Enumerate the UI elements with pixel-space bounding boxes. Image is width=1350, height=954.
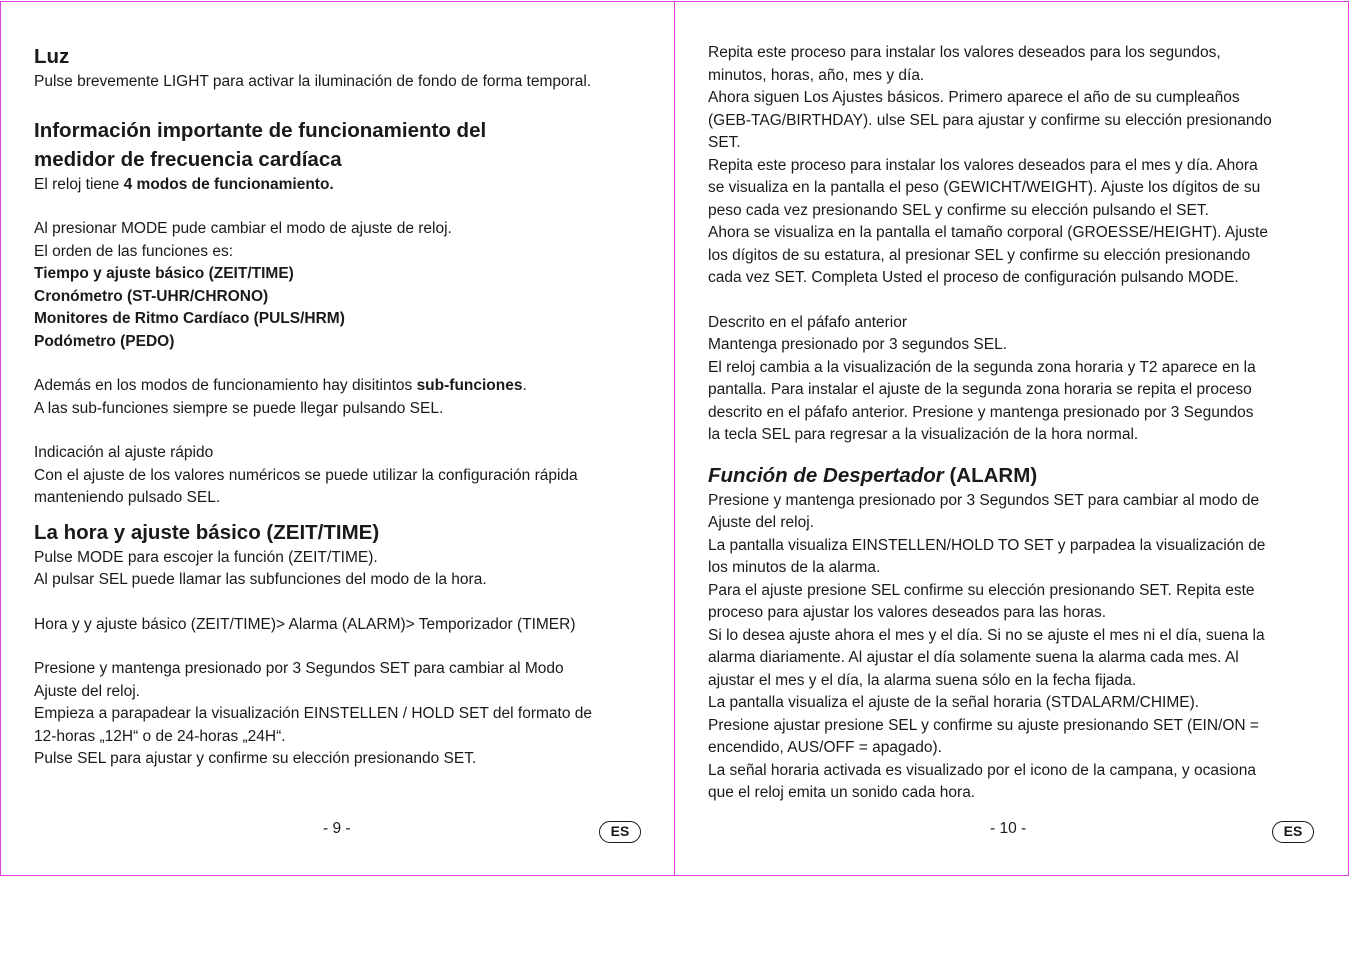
zone-line: la tecla SEL para regresar a la visualización de la hora normal.	[708, 426, 1139, 443]
setup-line: (GEB-TAG/BIRTHDAY). ulse SEL para ajustar y confirme su elección presionando	[708, 111, 1272, 129]
mode-press-text: Al presionar MODE pude cambiar el modo de ajuste de reloj.	[34, 220, 452, 237]
alarm-heading-rest: (ALARM)	[943, 463, 1038, 487]
zone-line: Mantenga presionado por 3 segundos SEL.	[708, 336, 1008, 353]
modes-sentence	[34, 174, 642, 197]
alarm-line: encendido, AUS/OFF = apagado).	[708, 739, 942, 756]
alarm-line: La pantalla visualiza EINSTELLEN/HOLD TO SET y parpadea la visualización de	[708, 536, 1266, 554]
described-title: Descrito en el páfafo anterior	[708, 313, 908, 331]
alarm-line: Presione ajustar presione SEL y confirme su ajuste presionando SET (EIN/ON =	[708, 716, 1259, 734]
luz-heading: Luz	[34, 45, 70, 68]
function-item: Podómetro (PEDO)	[34, 332, 175, 350]
quick-setting-text: Con el ajuste de los valores numéricos se puede utilizar la configuración rápida	[34, 466, 578, 484]
setup-line: Repita este proceso para instalar los valores deseados para los segundos,	[708, 44, 1221, 61]
left-page-content	[34, 42, 642, 771]
time-text: Al pulsar SEL puede llamar las subfunciones del modo de la hora.	[34, 571, 487, 588]
sub-suffix: .	[522, 377, 527, 394]
setup-line: peso cada vez presionando SEL y confirme su elección pulsando el SET.	[708, 201, 1209, 219]
alarm-line: La señal horaria activada es visualizado por el icono de la campana, y ocasiona	[708, 761, 1257, 779]
function-chain: Hora y y ajuste básico (ZEIT/TIME)> Alarma (ALARM)> Temporizador (TIMER)	[34, 615, 576, 633]
alarm-line: Para el ajuste presione SEL confirme su elección presionando SET. Repita este	[708, 581, 1255, 599]
setup-line: Ahora se visualiza en la pantalla el tamaño corporal (GROESSE/HEIGHT). Ajuste	[708, 224, 1268, 241]
alarm-line: Ajuste del reloj.	[708, 514, 814, 531]
sel-confirm-text: Pulse SEL para ajustar y confirme su elección presionando SET.	[34, 750, 477, 767]
alarm-line: los minutos de la alarma.	[708, 559, 881, 576]
setup-line: los dígitos de su estatura, al presionar SEL y confirme su elección presionando	[708, 246, 1251, 264]
right-page-content	[708, 42, 1316, 805]
function-item: Monitores de Ritmo Cardíaco (PULS/HRM)	[34, 310, 345, 327]
setup-line: cada vez SET. Completa Usted el proceso de configuración pulsando MODE.	[708, 269, 1239, 286]
time-text: Pulse MODE para escojer la función (ZEIT/TIME).	[34, 548, 378, 566]
right-page	[674, 1, 1349, 876]
alarm-heading-italic: Función de Despertador	[708, 463, 944, 487]
function-item: Cronómetro (ST-UHR/CHRONO)	[34, 287, 269, 305]
blink-text: Empieza a parapadear la visualización EINSTELLEN / HOLD SET del formato de	[34, 705, 592, 722]
alarm-line: ajustar el mes y el día, la alarma suena sólo en la fecha fijada.	[708, 671, 1137, 689]
setup-line: minutos, horas, año, mes y día.	[708, 66, 925, 84]
left-page	[0, 1, 675, 876]
setup-line: Ahora siguen Los Ajustes básicos. Primero aparece el año de su cumpleaños	[708, 89, 1240, 106]
sub-bold: sub-funciones	[416, 377, 523, 394]
sub-access-text: A las sub-funciones siempre se puede llegar pulsando SEL.	[34, 399, 444, 417]
quick-setting-title: Indicación al ajuste rápido	[34, 444, 214, 461]
info-heading-line2: medidor de frecuencia cardíaca	[34, 147, 342, 171]
page-number: - 10 -	[990, 820, 1027, 837]
language-badge: ES	[1272, 821, 1314, 843]
function-item: Tiempo y ajuste básico (ZEIT/TIME)	[34, 265, 294, 282]
alarm-line: Si lo desea ajuste ahora el mes y el día. Si no se ajuste el mes ni el día, suena la	[708, 626, 1265, 644]
alarm-line: alarma diariamente. Al ajustar el día solamente suena la alarma cada mes. Al	[708, 649, 1239, 666]
luz-text: Pulse brevemente LIGHT para activar la iluminación de fondo de forma temporal.	[34, 73, 592, 90]
alarm-line: proceso para ajustar los valores deseados para las horas.	[708, 604, 1107, 621]
setup-line: se visualiza en la pantalla el peso (GEWICHT/WEIGHT). Ajuste los dígitos de su	[708, 179, 1261, 196]
subfunctions-sentence	[34, 375, 642, 398]
order-text: El orden de las funciones es:	[34, 242, 234, 260]
alarm-heading	[708, 461, 1316, 490]
setup-line: Repita este proceso para instalar los valores deseados para el mes y día. Ahora	[708, 156, 1258, 174]
modes-prefix: El reloj tiene	[34, 175, 124, 193]
setup-line: SET.	[708, 134, 741, 151]
quick-setting-text: manteniendo pulsado SEL.	[34, 489, 221, 506]
blink-text: 12-horas „12H“ o de 24-horas „24H“.	[34, 727, 286, 745]
zone-line: pantalla. Para instalar el ajuste de la segunda zona horaria se repita el proceso	[708, 381, 1252, 398]
modes-bold: 4 modos de funcionamiento.	[123, 175, 334, 193]
alarm-line: La pantalla visualiza el ajuste de la señal horaria (STDALARM/CHIME).	[708, 694, 1200, 711]
alarm-line: Presione y mantenga presionado por 3 Segundos SET para cambiar al modo de	[708, 491, 1260, 509]
page-number: - 9 -	[323, 820, 351, 837]
sub-prefix: Además en los modos de funcionamiento hay disitintos	[34, 377, 417, 394]
alarm-line: que el reloj emita un sonido cada hora.	[708, 784, 976, 801]
zone-line: El reloj cambia a la visualización de la segunda zona horaria y T2 aparece en la	[708, 358, 1256, 376]
press-text: Ajuste del reloj.	[34, 682, 140, 700]
zone-line: descrito en el páfafo anterior. Presione y mantenga presionado por 3 Segundos	[708, 403, 1254, 421]
info-heading-line1: Información importante de funcionamiento del	[34, 118, 487, 142]
language-badge: ES	[599, 821, 641, 843]
press-text: Presione y mantenga presionado por 3 Segundos SET para cambiar al Modo	[34, 660, 564, 677]
time-heading: La hora y ajuste básico (ZEIT/TIME)	[34, 520, 380, 544]
